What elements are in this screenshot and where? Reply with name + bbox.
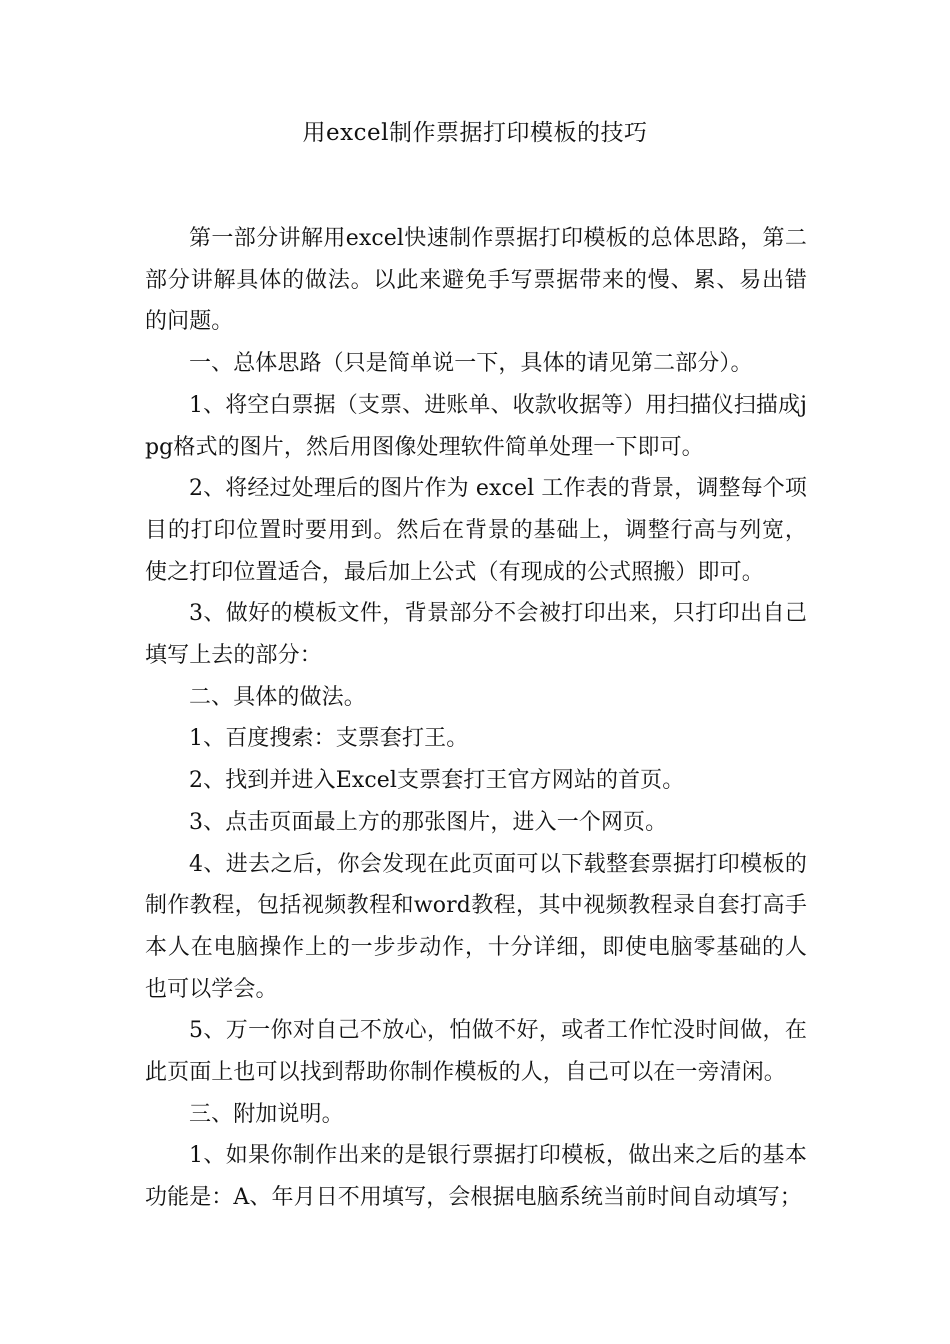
heading-specific-method: 二、具体的做法。 [189,684,366,710]
paragraph-note-1: 1、如果你制作出来的是银行票据打印模板，做出来之后的基本功能是：A、年月日不用填写，会根据电脑系统当前时间自动填写； [145,1143,807,1211]
paragraph-method-1: 1、百度搜索：支票套打王。 [189,726,469,752]
heading-additional-notes: 三、附加说明。 [189,1101,344,1127]
document-body [145,218,807,1219]
paragraph-method-3: 3、点击页面最上方的那张图片，进入一个网页。 [189,809,668,835]
paragraph-step-3: 3、做好的模板文件，背景部分不会被打印出来，只打印出自己填写上去的部分： [145,601,807,669]
document-title: 用excel制作票据打印模板的技巧 [302,120,648,146]
paragraph-method-5: 5、万一你对自己不放心，怕做不好，或者工作忙没时间做，在此页面上也可以找到帮助你制作模板的人，自己可以在一旁清闲。 [145,1018,807,1086]
paragraph-step-1: 1、将空白票据（支票、进账单、收款收据等）用扫描仪扫描成jpg格式的图片，然后用图像处理软件简单处理一下即可。 [145,392,807,460]
paragraph-method-2: 2、找到并进入Excel支票套打王官方网站的首页。 [189,768,685,794]
paragraph-method-4: 4、进去之后，你会发现在此页面可以下载整套票据打印模板的制作教程，包括视频教程和word教程，其中视频教程录自套打高手本人在电脑操作上的一步步动作，十分详细，即使电脑零基础的人也可以学会。 [145,851,807,1002]
paragraph-step-2: 2、将经过处理后的图片作为 excel 工作表的背景，调整每个项目的打印位置时要用到。然后在背景的基础上，调整行高与列宽，使之打印位置适合，最后加上公式（有现成的公式照搬）即可。 [145,476,807,585]
heading-overall-approach: 一、总体思路（只是简单说一下，具体的请见第二部分）。 [189,351,753,377]
paragraph-intro: 第一部分讲解用excel快速制作票据打印模板的总体思路，第二部分讲解具体的做法。以此来避免手写票据带来的慢、累、易出错的问题。 [145,226,807,335]
